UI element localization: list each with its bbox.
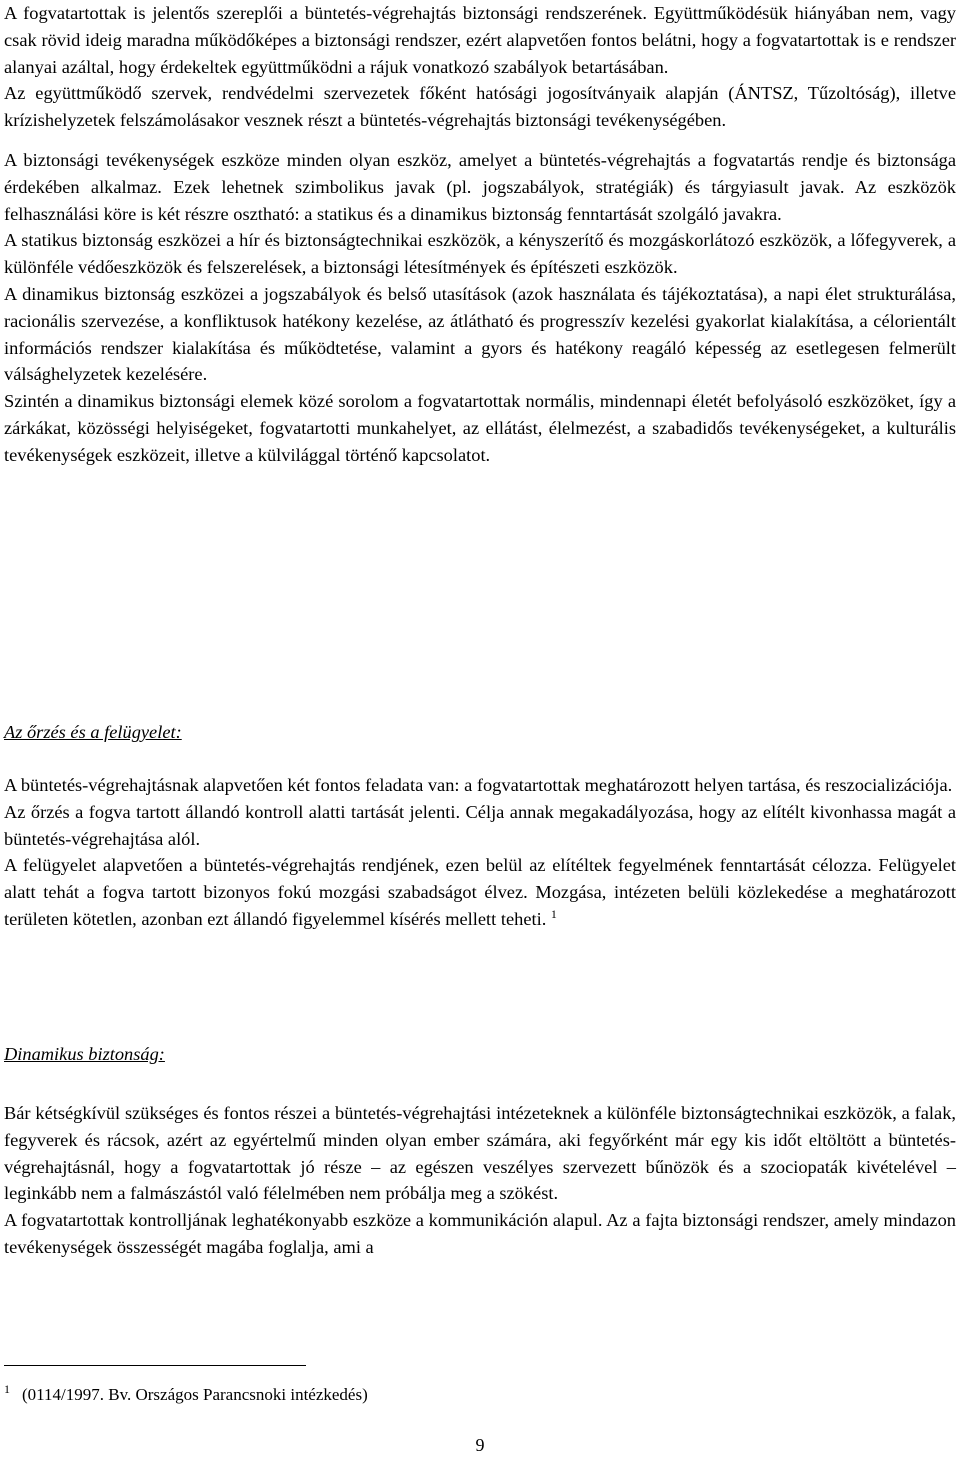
paragraph xyxy=(4,852,956,932)
footnote xyxy=(4,1378,368,1406)
paragraph: Az őrzés a fogva tartott állandó kontroll alatti tartását jelenti. Célja annak megakadályozása, hogy az elítélt kivonhassa magát a büntetés-végrehajtása alól. xyxy=(4,801,956,849)
section-heading-orzes: Az őrzés és a felügyelet: xyxy=(4,722,182,742)
dinamikus-section xyxy=(4,1100,956,1261)
paragraph: A biztonsági tevékenységek eszköze minden olyan eszköz, amelyet a büntetés-végrehajtás a fogvatartás rendje és biztonsága érdekében alkalmaz. Ezek lehetnek szimbolikus javak (pl. jogszabályok, stratégiák) és tárgyiasult javak. Az eszközök felhasználási köre is két részre osztható: a statikus és a dinamikus biztonság fenntartását szolgáló javakra. xyxy=(4,149,956,224)
section-heading-dinamikus: Dinamikus biztonság: xyxy=(4,1044,165,1064)
paragraph-text: A felügyelet alapvetően a büntetés-végrehajtás rendjének, ezen belül az elítéltek fegyelmének fenntartását célozza. Felügyelet alatt tehát a fogva tartott bizonyos fokú mozgási szabadságot élvez. Mozgása, intézeten belüli közlekedése a meghatározott területen kötetlen, azonban ezt állandó figyelemmel kísérés mellett teheti. xyxy=(4,855,956,929)
footnote-mark: 1 xyxy=(4,1382,10,1396)
paragraph: A fogvatartottak is jelentős szereplői a büntetés-végrehajtás biztonsági rendszerének. Együttműködésük hiányában nem, vagy csak rövid ideig maradna működőképes a biztonsági rendszer, ezért alapvetően fontos belátni, hogy a fogvatartottak is e rendszer alanyai azáltal, hogy érdekeltek együttműködni a rájuk vonatkozó szabályok betartásában. xyxy=(4,3,956,77)
intro-section xyxy=(4,0,956,469)
paragraph: A büntetés-végrehajtásnak alapvetően két fontos feladata van: a fogvatartottak meghatározott helyen tartása, és reszocializációja. xyxy=(4,775,953,795)
paragraph: Az együttműködő szervek, rendvédelmi szervezetek főként hatósági jogosítványaik alapján (ÁNTSZ, Tűzoltóság), illetve krízishelyzetek felszámolásakor vesznek részt a büntetés-végrehajtás biztonsági tevékenységében. xyxy=(4,83,956,131)
paragraph: A fogvatartottak kontrolljának leghatékonyabb eszköze a kommunikáción alapul. Az a fajta biztonsági rendszer, amely mindazon tevékenységek összességét magába foglalja, ami a xyxy=(4,1210,956,1257)
footnote-text: (0114/1997. Bv. Országos Parancsnoki intézkedés) xyxy=(22,1385,368,1404)
paragraph: Szintén a dinamikus biztonsági elemek közé sorolom a fogvatartottak normális, mindennapi életét befolyásoló eszközöket, így a zárkákat, közösségi helyiségeket, fogvatartotti munkahelyet, az ellátást, élelmezést, a szabadidős tevékenységeket, a kulturális tevékenységek eszközeit, illetve a külvilággal történő kapcsolatot. xyxy=(4,391,956,465)
footnote-reference[interactable]: 1 xyxy=(550,906,557,921)
page-number: 9 xyxy=(475,1435,485,1455)
paragraph: A dinamikus biztonság eszközei a jogszabályok és belső utasítások (azok használata és tájékoztatása), a napi élet strukturálása, racionális szervezése, a konfliktusok hatékony kezelése, az átlátható és progresszív kezelési gyakorlat kialakítása, a célorientált információs rendszer kialakítása és működtetése, valamint a gyors és hatékony reagáló képesség az esetlegesen felmerült válsághelyzetek kezelésére. xyxy=(4,283,956,385)
paragraph: A statikus biztonság eszközei a hír és biztonságtechnikai eszközök, a kényszerítő és mozgáskorlátozó eszközök, a lőfegyverek, a különféle védőeszközök és felszerelések, a biztonsági létesítmények és építészeti eszközök. xyxy=(4,230,956,278)
footnote-divider xyxy=(4,1365,306,1366)
orzes-section xyxy=(4,772,956,933)
paragraph: Bár kétségkívül szükséges és fontos részei a büntetés-végrehajtási intézeteknek a különféle biztonságtechnikai eszközök, a falak, fegyverek és rácsok, azért az egyértelmű minden olyan ember számára, aki fegyőrként már egy kis időt eltöltött a büntetés-végrehajtásnál, hogy a fogvatartottak jó része – az egészen veszélyes szervezett bűnözök és a szociopaták kivételével – leginkább nem a falmászástól való félelmében nem próbálja meg a szökést. xyxy=(4,1103,956,1204)
